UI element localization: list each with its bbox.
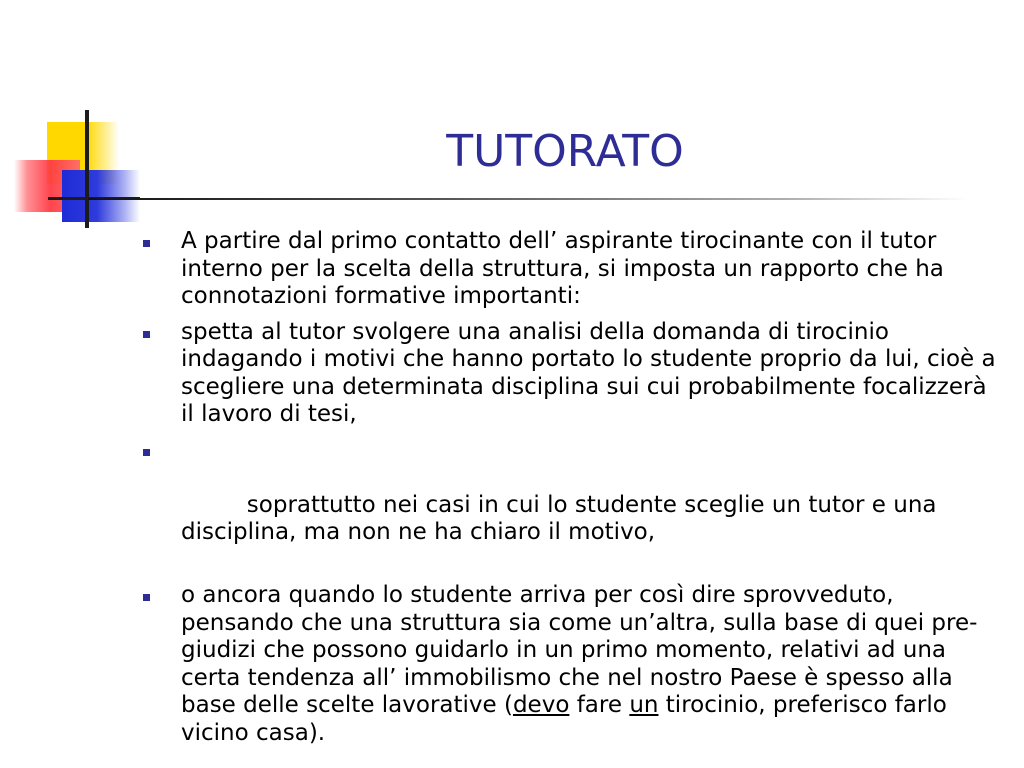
logo-blue-square	[62, 170, 140, 222]
bullet-text-part: o ancora quando lo studente arriva per così dire sprovveduto, pensando che una struttura sia come un’altra, sulla base di quei pre-giudizi che possono guidarlo in un primo momento, relativi ad una certa tendenza all’ immobilismo che nel nostro Paese è spesso alla base delle scelte lavorative (	[181, 582, 978, 718]
bullet-list	[140, 228, 998, 747]
bullet-item	[140, 228, 998, 311]
underlined-word: devo	[512, 692, 570, 718]
slide-title: TUTORATO	[446, 126, 684, 177]
square-bullet-icon	[143, 331, 150, 338]
bullet-item	[140, 437, 998, 575]
bullet-text: soprattutto nei casi in cui lo studente sceglie un tutor e una disciplina, ma non ne ha chiaro il motivo,	[181, 491, 944, 545]
slide-logo	[0, 0, 160, 240]
bullet-text: spetta al tutor svolgere una analisi della domanda di tirocinio indagando i motivi che hanno portato lo studente proprio da lui, cioè a scegliere una determinata disciplina sui cui probabilmente focalizzerà il lavoro di tesi,	[181, 318, 996, 427]
title-divider	[88, 198, 968, 200]
bullet-text-part: tirocinio, preferisco farlo vicino casa).	[181, 692, 955, 746]
bullet-text-part: fare	[569, 692, 630, 718]
bullet-item	[140, 319, 998, 429]
logo-vertical-line	[85, 110, 89, 228]
square-bullet-icon	[143, 240, 150, 247]
bullet-item	[140, 582, 998, 747]
slide-content	[140, 228, 998, 755]
underlined-word: un	[629, 692, 659, 718]
square-bullet-icon	[143, 449, 150, 456]
square-bullet-icon	[143, 594, 150, 601]
bullet-text: A partire dal primo contatto dell’ aspirante tirocinante con il tutor interno per la scelta della struttura, si imposta un rapporto che ha connotazioni formative importanti:	[181, 228, 944, 309]
